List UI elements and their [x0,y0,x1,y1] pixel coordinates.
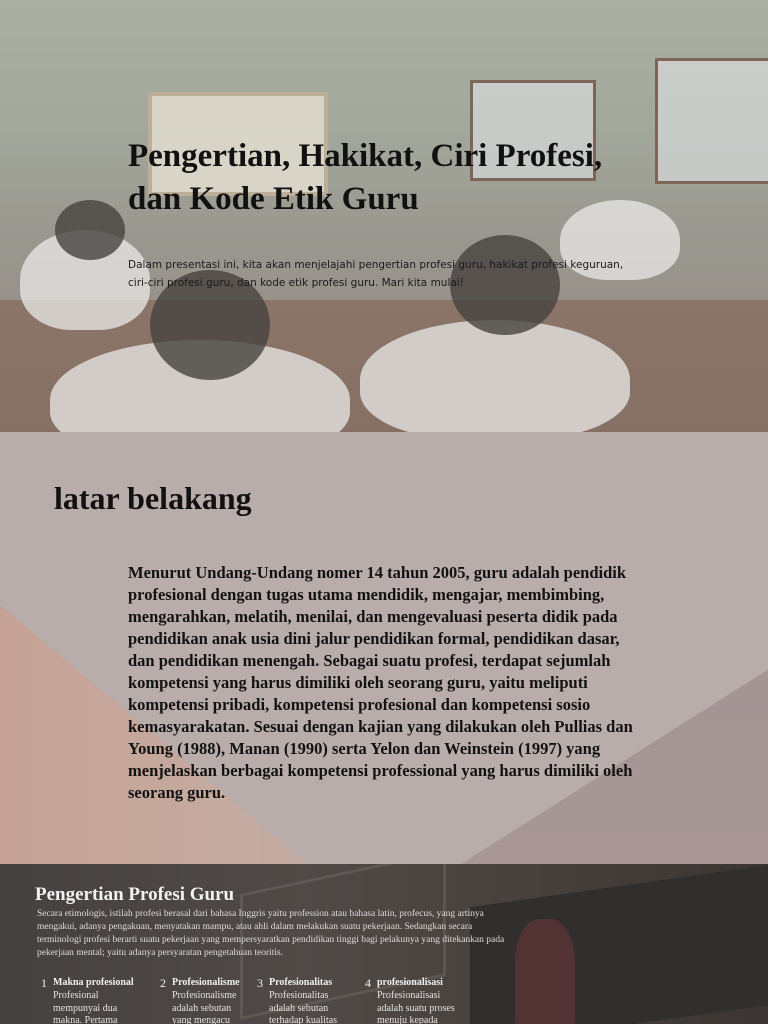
section-body: Menurut Undang-Undang nomer 14 tahun 2005, guru adalah pendidik profesional dengan tugas utama mendidik, mengajar, membimbing, mengarahkan, melatih, menilai, dan mengevaluasi peserta didik pada pendidikan anak usia dini jalur pendidikan formal, pendidikan dasar, dan pendidikan menengah. Sebagai suatu profesi, terdapat sejumlah kompetensi yang harus dimiliki oleh seorang guru, yaitu meliputi kompetensi pribadi, kompetensi profesional dan kompetensi sosio kemasyarakatan. Sesuai dengan kajian yang dilakukan oleh Pullias dan Young (1988), Manan (1990) serta Yelon dan Weinstein (1997) yang menjelaskan berbagai kompetensi professional yang harus dimiliki oleh seorang guru. [128,563,633,802]
item-text: Profesionalisasi adalah suatu proses menuju kepada [377,990,455,1024]
item-title: Profesionalitas [269,977,333,988]
item-number: 1 [41,976,47,990]
item-text: Profesionalitas adalah sebutan terhadap kualitas [269,990,338,1024]
item-number: 3 [257,976,263,990]
slide-title [0,0,768,432]
section-title: latar belakang [54,480,252,516]
section-body: Secara etimologis, istilah profesi berasal dari bahasa Inggris yaitu profession atau bahasa latin, profecus, yang artinya mengakui, adanya pengakuan, menyatakan mampu, atau ahli dalam melakukan suatu pekerjaan. Sedangkan secara terminologi profesi berarti suatu pekerjaan yang mempersyaratkan pendidikan tinggi bagi pelakunya yang ditekankan pada pekerjaan mental; yaitu adanya persyaratan pengetahuan teoritis. [37,909,505,958]
item-title: profesionalisasi [377,977,443,988]
presentation-title: Pengertian, Hakikat, Ciri Profesi, dan Kode Etik Guru [128,138,603,217]
item-number: 2 [160,976,166,990]
section-title: Pengertian Profesi Guru [35,884,235,905]
item-text: Profesionalisme adalah sebutan yang mengacu [172,990,237,1024]
presentation-intro: Dalam presentasi ini, kita akan menjelajahi pengertian profesi guru, hakikat profesi keguruan, ciri-ciri profesi guru, dan kode etik profesi guru. Mari kita mulai! [128,259,624,289]
item-number: 4 [365,976,371,990]
slide-pengertian-profesi [0,864,768,1024]
item-title: Makna profesional [53,977,134,988]
item-title: Profesionalisme [172,977,240,988]
item-text: Profesional mempunyai dua makna. Pertama [53,990,118,1024]
slide-latar-belakang [0,432,768,864]
